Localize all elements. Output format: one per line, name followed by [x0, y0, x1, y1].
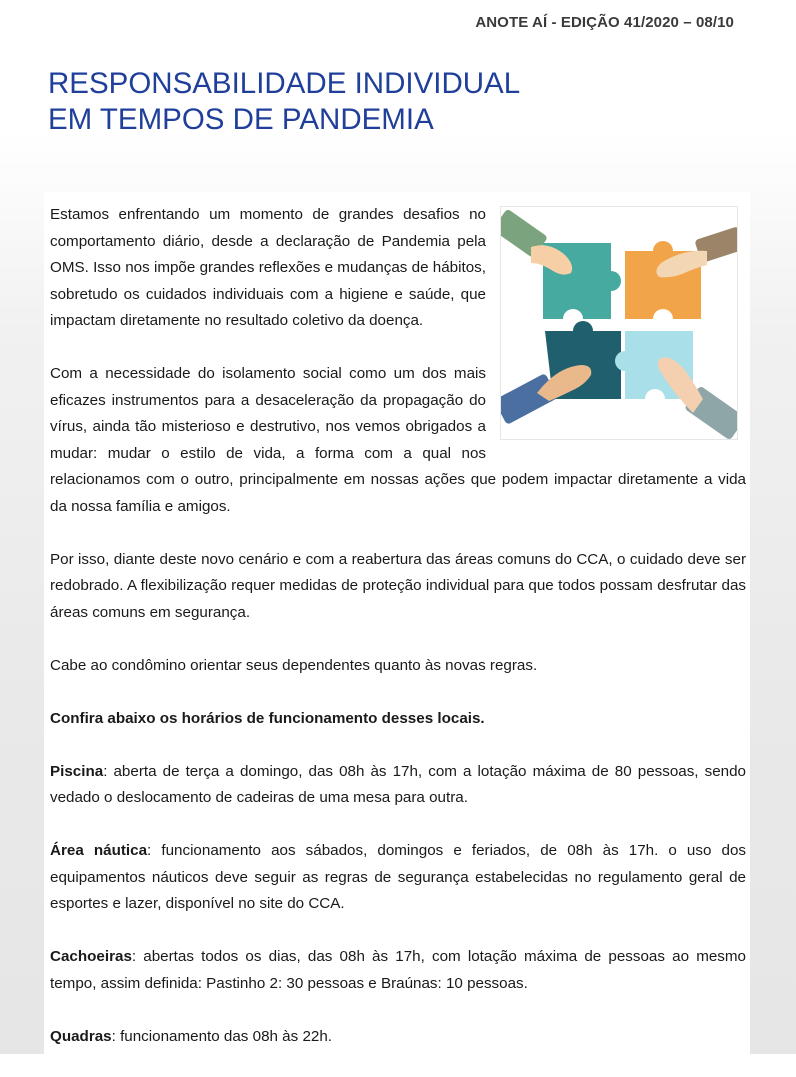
schedule-item-cachoeiras	[50, 944, 746, 997]
schedule-item-text: : funcionamento aos sábados, domingos e feriados, de 08h às 17h. o uso dos equipamentos náuticos deve seguir as regras de segurança estabelecidas no regulamento geral de esportes e lazer, disponível no site do CCA.	[50, 842, 746, 912]
schedule-item-label: Área náutica	[50, 842, 148, 859]
schedule-item-text: : aberta de terça a domingo, das 08h às 17h, com a lotação máxima de 80 pessoas, sendo vedado o deslocamento de cadeiras de uma mesa para outra.	[50, 762, 746, 806]
schedule-item-quadras	[50, 1024, 746, 1051]
article-body	[50, 202, 746, 1077]
schedule-item-label: Quadras	[50, 1027, 112, 1045]
schedule-heading-text: Confira abaixo os horários de funcionamento desses locais.	[50, 709, 485, 727]
paragraph-2: Com a necessidade do isolamento social como um dos mais eficazes instrumentos para a desaceleração da propagação do vírus, ainda tão misterioso e destrutivo, nos vemos obrigados a mudar: mudar o estilo de vida, a forma com a qual nos relacionamos com o outro, principalmente em nossas ações que podem impactar diretamente a vida da nossa família e amigos.	[50, 365, 746, 515]
title-line-2: EM TEMPOS DE PANDEMIA	[48, 103, 434, 136]
paragraph-1: Estamos enfrentando um momento de grandes desafios no comportamento diário, desde a declaração de Pandemia pela OMS. Isso nos impõe grandes reflexões e mudanças de hábitos, sobretudo os cuidados individuais com a higiene e saúde, que impactam diretamente no resultado coletivo da doença.	[50, 206, 486, 329]
schedule-item-area-nautica	[50, 838, 746, 918]
schedule-heading	[50, 706, 746, 733]
schedule-item-text: : abertas todos os dias, das 08h às 17h, com lotação máxima de pessoas ao mesmo tempo, assim definida: Pastinho 2: 30 pessoas e Braúnas: 10 pessoas.	[50, 948, 746, 992]
page-title	[48, 66, 748, 138]
schedule-item-label: Cachoeiras	[50, 948, 132, 965]
paragraph-4: Cabe ao condômino orientar seus dependentes quanto às novas regras.	[50, 656, 538, 674]
schedule-item-label: Piscina	[50, 762, 104, 780]
paragraph-3: Por isso, diante deste novo cenário e com a reabertura das áreas comuns do CCA, o cuidado deve ser redobrado. A flexibilização requer medidas de proteção individual para que todos possam desfrutar das áreas comuns em segurança.	[50, 550, 746, 621]
puzzle-hands-illustration	[500, 206, 738, 440]
schedule-item-piscina	[50, 759, 746, 812]
schedule-item-text: : funcionamento das 08h às 22h.	[111, 1027, 332, 1045]
puzzle-hands-icon	[501, 207, 737, 439]
title-line-1: RESPONSABILIDADE INDIVIDUAL	[48, 67, 521, 100]
edition-label: ANOTE AÍ - EDIÇÃO 41/2020 – 08/10	[475, 14, 734, 31]
